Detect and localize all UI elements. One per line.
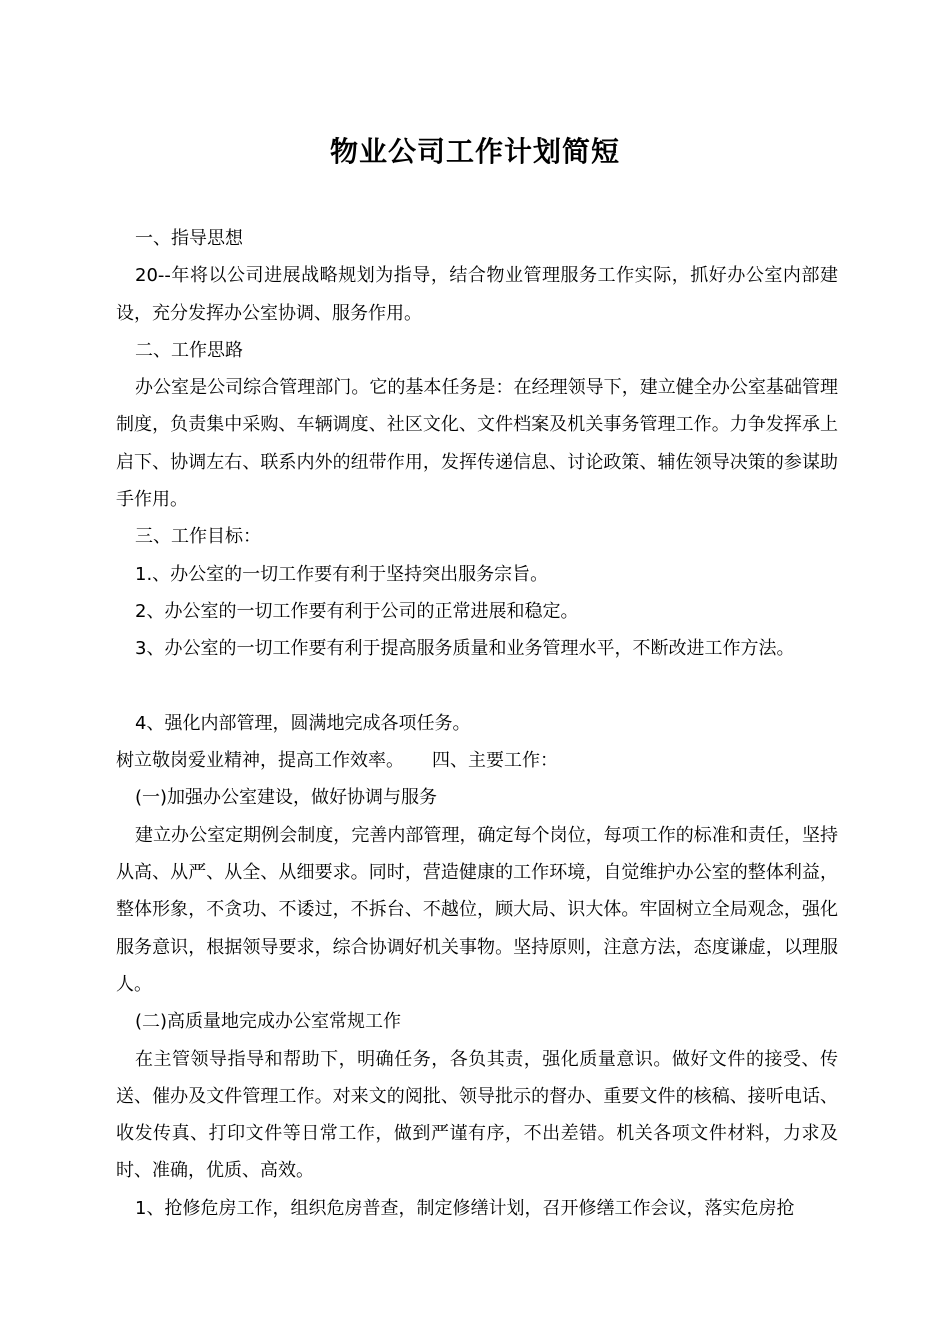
subsection-2-paragraph: 在主管领导指导和帮助下，明确任务，各负其责，强化质量意识。做好文件的接受、传送、催办及文件管理工作。对来文的阅批、领导批示的督办、重要文件的核稿、接听电话、收发传真、打印文件等日常工作，做到严谨有序，不出差错。机关各项文件材料，力求及时、准确，优质、高效。 (116, 1048, 838, 1182)
subsection-1-paragraph: 建立办公室定期例会制度，完善内部管理，确定每个岗位，每项工作的标准和责任，坚持从高、从严、从全、从细要求。同时，营造健康的工作环境，自觉维护办公室的整体利益，整体形象，不贪功、不诿过，不拆台、不越位，顾大局、识大体。牢固树立全局观念，强化服务意识，根据领导要求，综合协调好机关事物。坚持原则，注意方法，态度谦虚，以理服人。 (116, 824, 838, 995)
goal-3: 3、办公室的一切工作要有利于提高服务质量和业务管理水平，不断改进工作方法。 (135, 638, 795, 660)
blank-line (116, 668, 838, 705)
section-2-heading: 二、工作思路 (135, 339, 243, 361)
mixed-line (116, 742, 838, 779)
subsection-1-heading: (一)加强办公室建设，做好协调与服务 (135, 787, 438, 809)
section-2-paragraph: 办公室是公司综合管理部门。它的基本任务是：在经理领导下，建立健全办公室基础管理制度，负责集中采购、车辆调度、社区文化、文件档案及机关事务管理工作。力争发挥承上启下、协调左右、联系内外的纽带作用，发挥传递信息、讨论政策、辅佐领导决策的参谋助手作用。 (116, 377, 838, 511)
section-4-heading: 四、主要工作： (432, 750, 558, 772)
section-3-heading: 三、工作目标： (135, 526, 261, 548)
goal-1: 1.、办公室的一切工作要有利于坚持突出服务宗旨。 (135, 563, 549, 585)
section-1-heading: 一、指导思想 (135, 228, 243, 249)
goal-2: 2、办公室的一切工作要有利于公司的正常进展和稳定。 (135, 600, 579, 622)
subsection-2-heading: (二)高质量地完成办公室常规工作 (135, 1011, 402, 1033)
item-1: 1、抢修危房工作，组织危房普查，制定修缮计划，召开修缮工作会议，落实危房抢 (135, 1197, 795, 1219)
document-body (116, 220, 838, 1227)
document-title: 物业公司工作计划简短 (329, 135, 620, 168)
section-1-paragraph: 20--年将以公司进展战略规划为指导，结合物业管理服务工作实际，抓好办公室内部建设，充分发挥办公室协调、服务作用。 (116, 265, 838, 324)
goal-4: 4、强化内部管理，圆满地完成各项任务。 (135, 712, 471, 734)
spirit-text: 树立敬岗爱业精神，提高工作效率。 (116, 750, 404, 772)
